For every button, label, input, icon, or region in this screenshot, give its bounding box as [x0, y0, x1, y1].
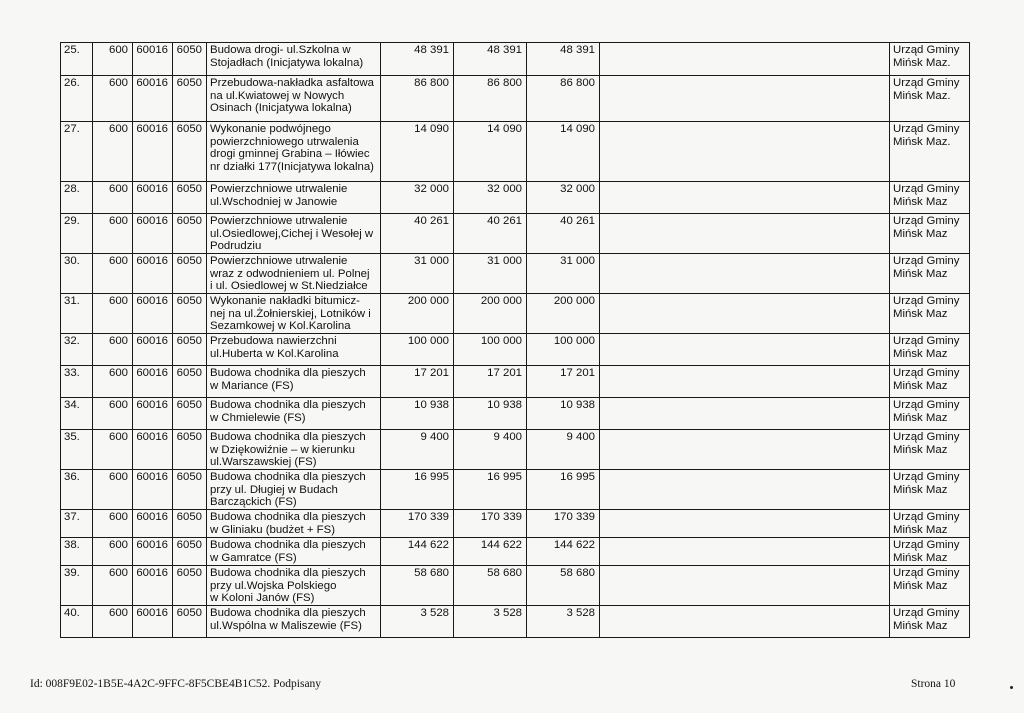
cell-paragraf: 6050: [173, 430, 207, 470]
cell-jednostka: Urząd Gminy Mińsk Maz: [890, 366, 970, 398]
cell-kwota-1: 48 391: [381, 43, 454, 76]
cell-kwota-1: 86 800: [381, 76, 454, 122]
cell-paragraf: 6050: [173, 510, 207, 538]
cell-lp: 34.: [61, 398, 93, 430]
cell-lp: 30.: [61, 254, 93, 294]
cell-kwota-2: 17 201: [454, 366, 527, 398]
cell-dzial: 600: [93, 606, 133, 638]
cell-jednostka: Urząd Gminy Mińsk Maz: [890, 470, 970, 510]
cell-rozdzial: 60016: [133, 76, 173, 122]
cell-kwota-2: 10 938: [454, 398, 527, 430]
cell-kwota-3: 9 400: [527, 430, 600, 470]
cell-zadanie: Wykonanie podwójnego powierzchniowego utrwalenia drogi gminnej Grabina – Iłówiec nr działki 177(Inicjatywa lokalna): [207, 122, 381, 182]
cell-kwota-1: 170 339: [381, 510, 454, 538]
cell-jednostka: Urząd Gminy Mińsk Maz: [890, 510, 970, 538]
cell-kwota-3: 170 339: [527, 510, 600, 538]
cell-dzial: 600: [93, 254, 133, 294]
cell-empty: [600, 510, 890, 538]
cell-rozdzial: 60016: [133, 294, 173, 334]
cell-dzial: 600: [93, 214, 133, 254]
scan-dot: [1010, 686, 1013, 689]
cell-rozdzial: 60016: [133, 366, 173, 398]
cell-dzial: 600: [93, 43, 133, 76]
table-row: [61, 470, 970, 510]
cell-lp: 25.: [61, 43, 93, 76]
cell-empty: [600, 334, 890, 366]
cell-paragraf: 6050: [173, 334, 207, 366]
cell-kwota-3: 32 000: [527, 182, 600, 214]
cell-kwota-3: 86 800: [527, 76, 600, 122]
table-row: [61, 43, 970, 76]
cell-jednostka: Urząd Gminy Mińsk Maz: [890, 566, 970, 606]
cell-rozdzial: 60016: [133, 182, 173, 214]
cell-zadanie: Budowa chodnika dla pieszych przy ul. Długiej w Budach Barcząckich (FS): [207, 470, 381, 510]
cell-kwota-3: 200 000: [527, 294, 600, 334]
cell-kwota-3: 10 938: [527, 398, 600, 430]
cell-dzial: 600: [93, 366, 133, 398]
cell-kwota-1: 58 680: [381, 566, 454, 606]
cell-kwota-2: 58 680: [454, 566, 527, 606]
table-row: [61, 510, 970, 538]
cell-lp: 36.: [61, 470, 93, 510]
cell-zadanie: Powierzchniowe utrwalenie ul.Osiedlowej,Cichej i Wesołej w Podrudziu: [207, 214, 381, 254]
table-row: [61, 398, 970, 430]
cell-zadanie: Powierzchniowe utrwalenie ul.Wschodniej w Janowie: [207, 182, 381, 214]
cell-dzial: 600: [93, 76, 133, 122]
cell-jednostka: Urząd Gminy Mińsk Maz: [890, 430, 970, 470]
cell-rozdzial: 60016: [133, 43, 173, 76]
cell-zadanie: Powierzchniowe utrwalenie wraz z odwodnieniem ul. Polnej i ul. Osiedlowej w St.Niedziałce: [207, 254, 381, 294]
cell-empty: [600, 538, 890, 566]
cell-kwota-2: 32 000: [454, 182, 527, 214]
cell-jednostka: Urząd Gminy Mińsk Maz: [890, 214, 970, 254]
table-row: [61, 294, 970, 334]
cell-jednostka: Urząd Gminy Mińsk Maz.: [890, 43, 970, 76]
cell-kwota-2: 16 995: [454, 470, 527, 510]
cell-jednostka: Urząd Gminy Mińsk Maz.: [890, 122, 970, 182]
cell-dzial: 600: [93, 334, 133, 366]
cell-kwota-2: 40 261: [454, 214, 527, 254]
cell-paragraf: 6050: [173, 366, 207, 398]
cell-kwota-2: 48 391: [454, 43, 527, 76]
cell-kwota-2: 170 339: [454, 510, 527, 538]
cell-jednostka: Urząd Gminy Mińsk Maz: [890, 538, 970, 566]
cell-kwota-1: 32 000: [381, 182, 454, 214]
cell-kwota-2: 9 400: [454, 430, 527, 470]
cell-kwota-1: 40 261: [381, 214, 454, 254]
cell-paragraf: 6050: [173, 214, 207, 254]
cell-lp: 35.: [61, 430, 93, 470]
cell-kwota-3: 48 391: [527, 43, 600, 76]
cell-rozdzial: 60016: [133, 430, 173, 470]
cell-empty: [600, 76, 890, 122]
cell-rozdzial: 60016: [133, 122, 173, 182]
cell-empty: [600, 398, 890, 430]
table-row: [61, 254, 970, 294]
table-row: [61, 76, 970, 122]
cell-dzial: 600: [93, 430, 133, 470]
cell-paragraf: 6050: [173, 470, 207, 510]
cell-kwota-2: 31 000: [454, 254, 527, 294]
cell-lp: 27.: [61, 122, 93, 182]
cell-empty: [600, 254, 890, 294]
cell-rozdzial: 60016: [133, 538, 173, 566]
table-row: [61, 334, 970, 366]
cell-zadanie: Wykonanie nakładki bitumicz- nej na ul.Żołnierskiej, Lotników i Sezamkowej w Kol.Karolina: [207, 294, 381, 334]
cell-kwota-3: 100 000: [527, 334, 600, 366]
cell-kwota-3: 14 090: [527, 122, 600, 182]
cell-rozdzial: 60016: [133, 510, 173, 538]
cell-rozdzial: 60016: [133, 566, 173, 606]
cell-empty: [600, 122, 890, 182]
cell-kwota-2: 86 800: [454, 76, 527, 122]
cell-kwota-1: 16 995: [381, 470, 454, 510]
cell-empty: [600, 566, 890, 606]
cell-jednostka: Urząd Gminy Mińsk Maz: [890, 182, 970, 214]
cell-dzial: 600: [93, 510, 133, 538]
cell-kwota-3: 31 000: [527, 254, 600, 294]
cell-dzial: 600: [93, 294, 133, 334]
investment-table: [60, 42, 970, 638]
cell-dzial: 600: [93, 182, 133, 214]
table-row: [61, 182, 970, 214]
cell-zadanie: Budowa chodnika dla pieszych ul.Wspólna w Maliszewie (FS): [207, 606, 381, 638]
cell-dzial: 600: [93, 122, 133, 182]
cell-paragraf: 6050: [173, 538, 207, 566]
table-row: [61, 538, 970, 566]
cell-zadanie: Budowa drogi- ul.Szkolna w Stojadłach (Inicjatywa lokalna): [207, 43, 381, 76]
cell-kwota-1: 9 400: [381, 430, 454, 470]
cell-kwota-1: 144 622: [381, 538, 454, 566]
cell-dzial: 600: [93, 566, 133, 606]
table-row: [61, 430, 970, 470]
cell-paragraf: 6050: [173, 122, 207, 182]
cell-zadanie: Budowa chodnika dla pieszych w Mariance (FS): [207, 366, 381, 398]
cell-lp: 32.: [61, 334, 93, 366]
cell-empty: [600, 294, 890, 334]
cell-dzial: 600: [93, 538, 133, 566]
cell-zadanie: Budowa chodnika dla pieszych w Chmielewie (FS): [207, 398, 381, 430]
cell-jednostka: Urząd Gminy Mińsk Maz: [890, 254, 970, 294]
cell-lp: 29.: [61, 214, 93, 254]
table-row: [61, 122, 970, 182]
cell-empty: [600, 43, 890, 76]
table-row: [61, 214, 970, 254]
cell-kwota-2: 200 000: [454, 294, 527, 334]
cell-kwota-1: 100 000: [381, 334, 454, 366]
cell-dzial: 600: [93, 470, 133, 510]
cell-jednostka: Urząd Gminy Mińsk Maz.: [890, 76, 970, 122]
cell-lp: 40.: [61, 606, 93, 638]
cell-jednostka: Urząd Gminy Mińsk Maz: [890, 334, 970, 366]
cell-paragraf: 6050: [173, 254, 207, 294]
cell-paragraf: 6050: [173, 182, 207, 214]
table-row: [61, 566, 970, 606]
cell-lp: 38.: [61, 538, 93, 566]
cell-paragraf: 6050: [173, 43, 207, 76]
cell-kwota-2: 14 090: [454, 122, 527, 182]
cell-lp: 26.: [61, 76, 93, 122]
cell-rozdzial: 60016: [133, 334, 173, 366]
cell-kwota-1: 200 000: [381, 294, 454, 334]
cell-paragraf: 6050: [173, 606, 207, 638]
cell-paragraf: 6050: [173, 294, 207, 334]
table-row: [61, 366, 970, 398]
cell-kwota-3: 58 680: [527, 566, 600, 606]
document-id: Id: 008F9E02-1B5E-4A2C-9FFC-8F5CBE4B1C52. Podpisany: [30, 678, 322, 690]
cell-zadanie: Budowa chodnika dla pieszych w Gliniaku (budżet + FS): [207, 510, 381, 538]
cell-lp: 37.: [61, 510, 93, 538]
cell-empty: [600, 366, 890, 398]
cell-lp: 28.: [61, 182, 93, 214]
cell-zadanie: Przebudowa nawierzchni ul.Huberta w Kol.Karolina: [207, 334, 381, 366]
cell-zadanie: Budowa chodnika dla pieszych przy ul.Wojska Polskiego w Koloni Janów (FS): [207, 566, 381, 606]
cell-kwota-2: 144 622: [454, 538, 527, 566]
cell-empty: [600, 606, 890, 638]
cell-dzial: 600: [93, 398, 133, 430]
cell-empty: [600, 182, 890, 214]
cell-kwota-1: 17 201: [381, 366, 454, 398]
cell-rozdzial: 60016: [133, 470, 173, 510]
cell-lp: 33.: [61, 366, 93, 398]
cell-jednostka: Urząd Gminy Mińsk Maz: [890, 606, 970, 638]
cell-zadanie: Budowa chodnika dla pieszych w Gamratce (FS): [207, 538, 381, 566]
cell-kwota-3: 40 261: [527, 214, 600, 254]
cell-empty: [600, 470, 890, 510]
cell-kwota-3: 17 201: [527, 366, 600, 398]
cell-kwota-3: 144 622: [527, 538, 600, 566]
cell-kwota-3: 16 995: [527, 470, 600, 510]
cell-empty: [600, 214, 890, 254]
cell-lp: 31.: [61, 294, 93, 334]
cell-rozdzial: 60016: [133, 606, 173, 638]
cell-paragraf: 6050: [173, 398, 207, 430]
cell-rozdzial: 60016: [133, 398, 173, 430]
cell-zadanie: Budowa chodnika dla pieszych w Dziękowiźnie – w kierunku ul.Warszawskiej (FS): [207, 430, 381, 470]
page-number: Strona 10: [911, 678, 956, 690]
cell-zadanie: Przebudowa-nakładka asfaltowa na ul.Kwiatowej w Nowych Osinach (Inicjatywa lokalna): [207, 76, 381, 122]
table-body: [61, 43, 970, 638]
cell-empty: [600, 430, 890, 470]
cell-jednostka: Urząd Gminy Mińsk Maz: [890, 398, 970, 430]
cell-paragraf: 6050: [173, 566, 207, 606]
cell-rozdzial: 60016: [133, 214, 173, 254]
cell-kwota-1: 3 528: [381, 606, 454, 638]
cell-lp: 39.: [61, 566, 93, 606]
cell-rozdzial: 60016: [133, 254, 173, 294]
cell-jednostka: Urząd Gminy Mińsk Maz: [890, 294, 970, 334]
table-row: [61, 606, 970, 638]
cell-kwota-1: 31 000: [381, 254, 454, 294]
cell-kwota-3: 3 528: [527, 606, 600, 638]
cell-kwota-2: 100 000: [454, 334, 527, 366]
cell-kwota-2: 3 528: [454, 606, 527, 638]
cell-kwota-1: 10 938: [381, 398, 454, 430]
cell-kwota-1: 14 090: [381, 122, 454, 182]
cell-paragraf: 6050: [173, 76, 207, 122]
